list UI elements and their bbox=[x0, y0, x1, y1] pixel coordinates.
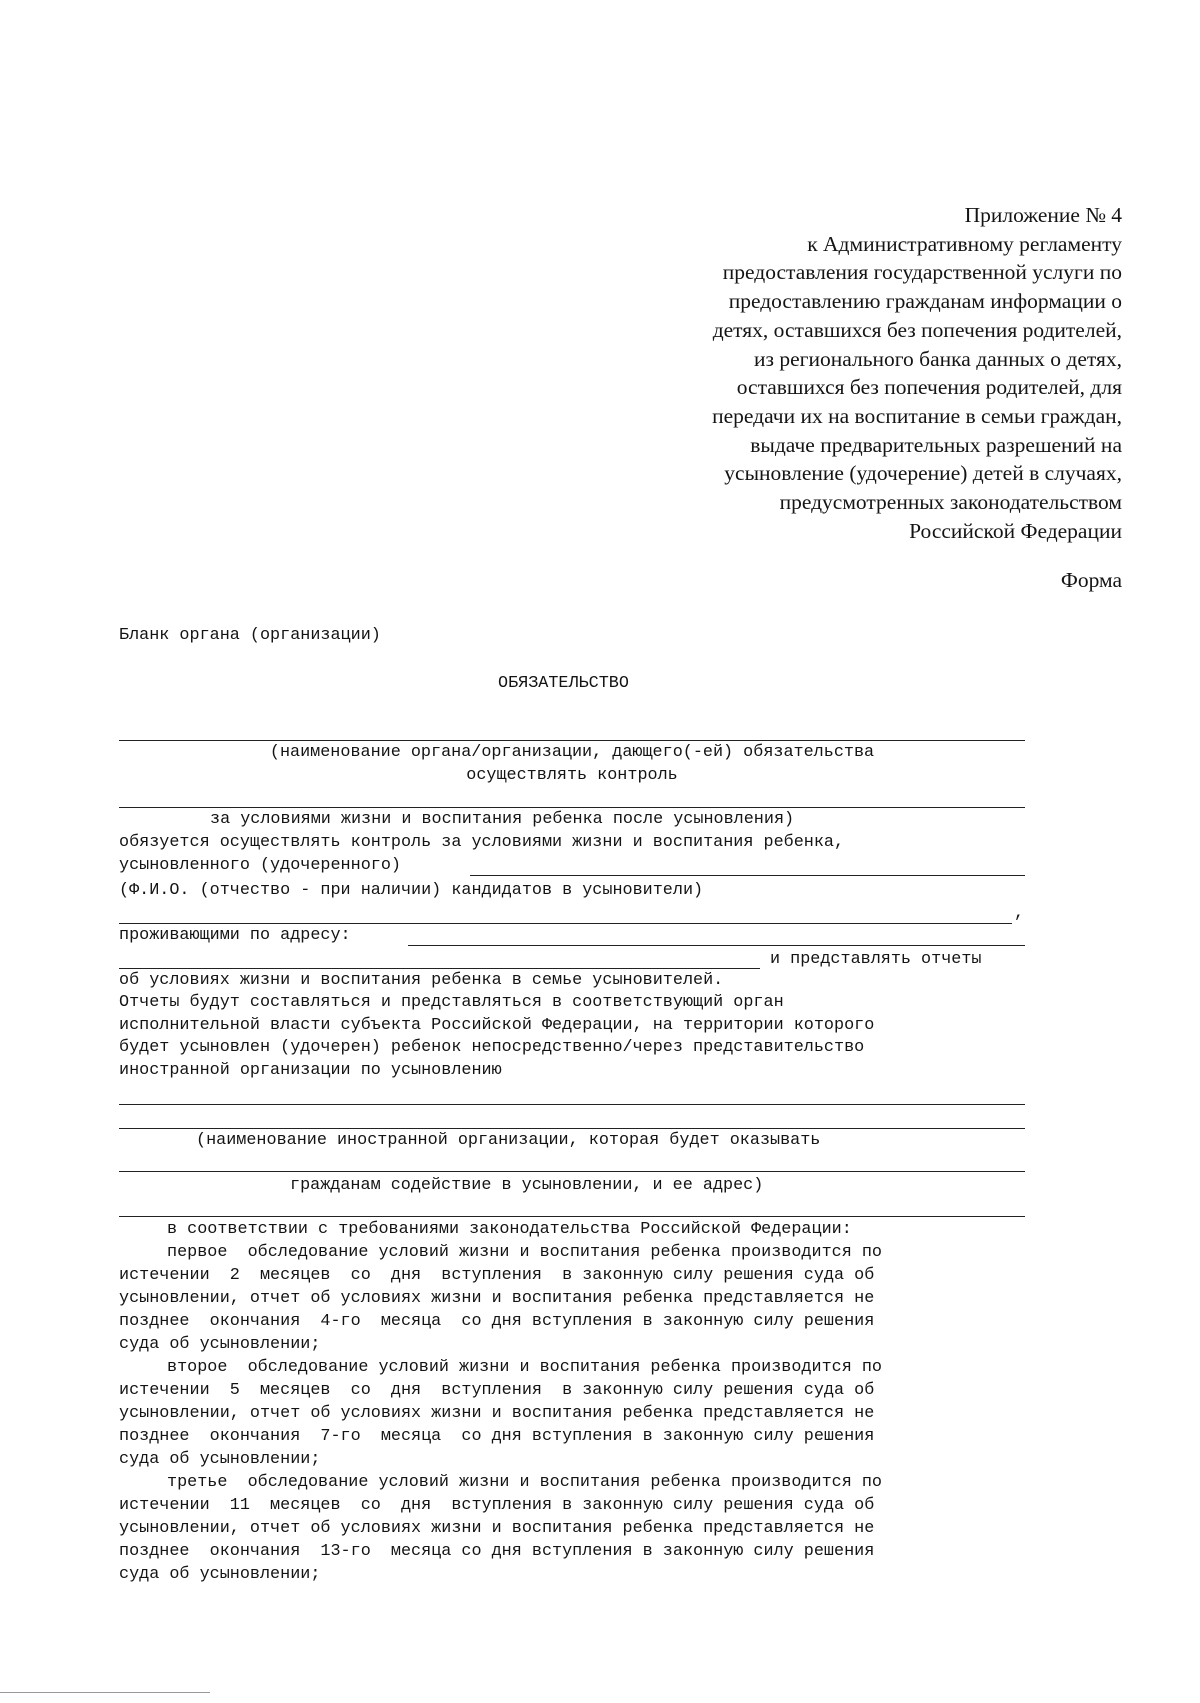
caption-organization-1: (наименование органа/организации, дающего(-ей) обязательства bbox=[269, 743, 875, 762]
survey-2-line: истечении 5 месяцев со дня вступления в законную силу решения суда об bbox=[119, 1381, 875, 1400]
caption-fio: (Ф.И.О. (отчество - при наличии) кандидатов в усыновители) bbox=[119, 881, 704, 900]
header-line: к Административному регламенту bbox=[807, 231, 1122, 256]
document-title: ОБЯЗАТЕЛЬСТВО bbox=[498, 674, 629, 693]
candidates-line[interactable] bbox=[119, 923, 1012, 924]
survey-3-line: третье обследование условий жизни и воспитания ребенка производится по bbox=[167, 1473, 882, 1492]
intro-requirements: в соответствии с требованиями законодательства Российской Федерации: bbox=[167, 1220, 852, 1239]
text-report-end: и представлять отчеты bbox=[770, 950, 982, 969]
foreign-org-line-3[interactable] bbox=[119, 1171, 1025, 1172]
organization-blank-label: Бланк органа (организации) bbox=[119, 626, 381, 645]
header-line: предоставлению гражданам информации о bbox=[728, 289, 1122, 314]
header-line: усыновление (удочерение) детей в случаях, bbox=[724, 461, 1122, 486]
survey-1-line: позднее окончания 4-го месяца со дня вступления в законную силу решения bbox=[119, 1312, 875, 1331]
foreign-org-line-2[interactable] bbox=[119, 1128, 1025, 1129]
survey-3-line: позднее окончания 13-го месяца со дня вступления в законную силу решения bbox=[119, 1542, 875, 1561]
para-reports-line: будет усыновлен (удочерен) ребенок непосредственно/через представительство bbox=[119, 1038, 865, 1057]
caption-organization-2: осуществлять контроль bbox=[466, 766, 678, 785]
header-line: из регионального банка данных о детях, bbox=[754, 346, 1122, 371]
para-reports-line: иностранной организации по усыновлению bbox=[119, 1061, 502, 1080]
survey-2-line: позднее окончания 7-го месяца со дня вступления в законную силу решения bbox=[119, 1427, 875, 1446]
caption-foreign-2: гражданам содействие в усыновлении, и ее адрес) bbox=[290, 1176, 764, 1195]
survey-1-line: усыновлении, отчет об условиях жизни и воспитания ребенка представляется не bbox=[119, 1289, 875, 1308]
organization-name-line[interactable] bbox=[119, 740, 1025, 741]
foreign-org-line-4[interactable] bbox=[119, 1216, 1025, 1217]
survey-2-line: суда об усыновлении; bbox=[119, 1450, 321, 1469]
control-line[interactable] bbox=[119, 807, 1025, 808]
address-line[interactable] bbox=[408, 945, 1025, 946]
survey-2-line: второе обследование условий жизни и воспитания ребенка производится по bbox=[167, 1358, 882, 1377]
form-label: Форма bbox=[1060, 568, 1122, 592]
caption-control: за условиями жизни и воспитания ребенка после усыновления) bbox=[210, 810, 795, 829]
header-line: Приложение № 4 bbox=[964, 203, 1122, 227]
survey-3-line: усыновлении, отчет об условиях жизни и воспитания ребенка представляется не bbox=[119, 1519, 875, 1538]
survey-3-line: суда об усыновлении; bbox=[119, 1565, 321, 1584]
text-adopted: усыновленного (удочеренного) bbox=[119, 856, 401, 875]
address-line-2[interactable] bbox=[119, 968, 760, 969]
survey-1-line: суда об усыновлении; bbox=[119, 1335, 321, 1354]
child-name-line[interactable] bbox=[470, 875, 1025, 876]
survey-1-line: первое обследование условий жизни и воспитания ребенка производится по bbox=[167, 1243, 882, 1262]
header-line: детях, оставшихся без попечения родителей, bbox=[712, 317, 1122, 342]
text-residing: проживающими по адресу: bbox=[119, 926, 351, 945]
header-line: Российской Федерации bbox=[909, 518, 1122, 543]
para-reports-line: исполнительной власти субъекта Российской Федерации, на территории которого bbox=[119, 1016, 875, 1035]
scan-edge-line bbox=[0, 1692, 210, 1693]
para-reports-line: об условиях жизни и воспитания ребенка в семье усыновителей. bbox=[119, 971, 724, 990]
header-line: предоставления государственной услуги по bbox=[722, 260, 1122, 285]
survey-3-line: истечении 11 месяцев со дня вступления в законную силу решения суда об bbox=[119, 1496, 875, 1515]
header-line: предусмотренных законодательством bbox=[779, 490, 1122, 515]
header-line: выдаче предварительных разрешений на bbox=[750, 432, 1122, 457]
survey-1-line: истечении 2 месяцев со дня вступления в законную силу решения суда об bbox=[119, 1266, 875, 1285]
appendix-header bbox=[562, 201, 1122, 545]
header-line: передачи их на воспитание в семьи граждан, bbox=[712, 403, 1122, 428]
text-obligation: обязуется осуществлять контроль за условиями жизни и воспитания ребенка, bbox=[119, 833, 845, 852]
header-line: оставшихся без попечения родителей, для bbox=[736, 375, 1122, 400]
para-reports-line: Отчеты будут составляться и представляться в соответствующий орган bbox=[119, 993, 784, 1012]
foreign-org-line-1[interactable] bbox=[119, 1104, 1025, 1105]
survey-2-line: усыновлении, отчет об условиях жизни и воспитания ребенка представляется не bbox=[119, 1404, 875, 1423]
comma: , bbox=[1014, 904, 1025, 923]
caption-foreign-1: (наименование иностранной организации, которая будет оказывать bbox=[196, 1131, 821, 1150]
